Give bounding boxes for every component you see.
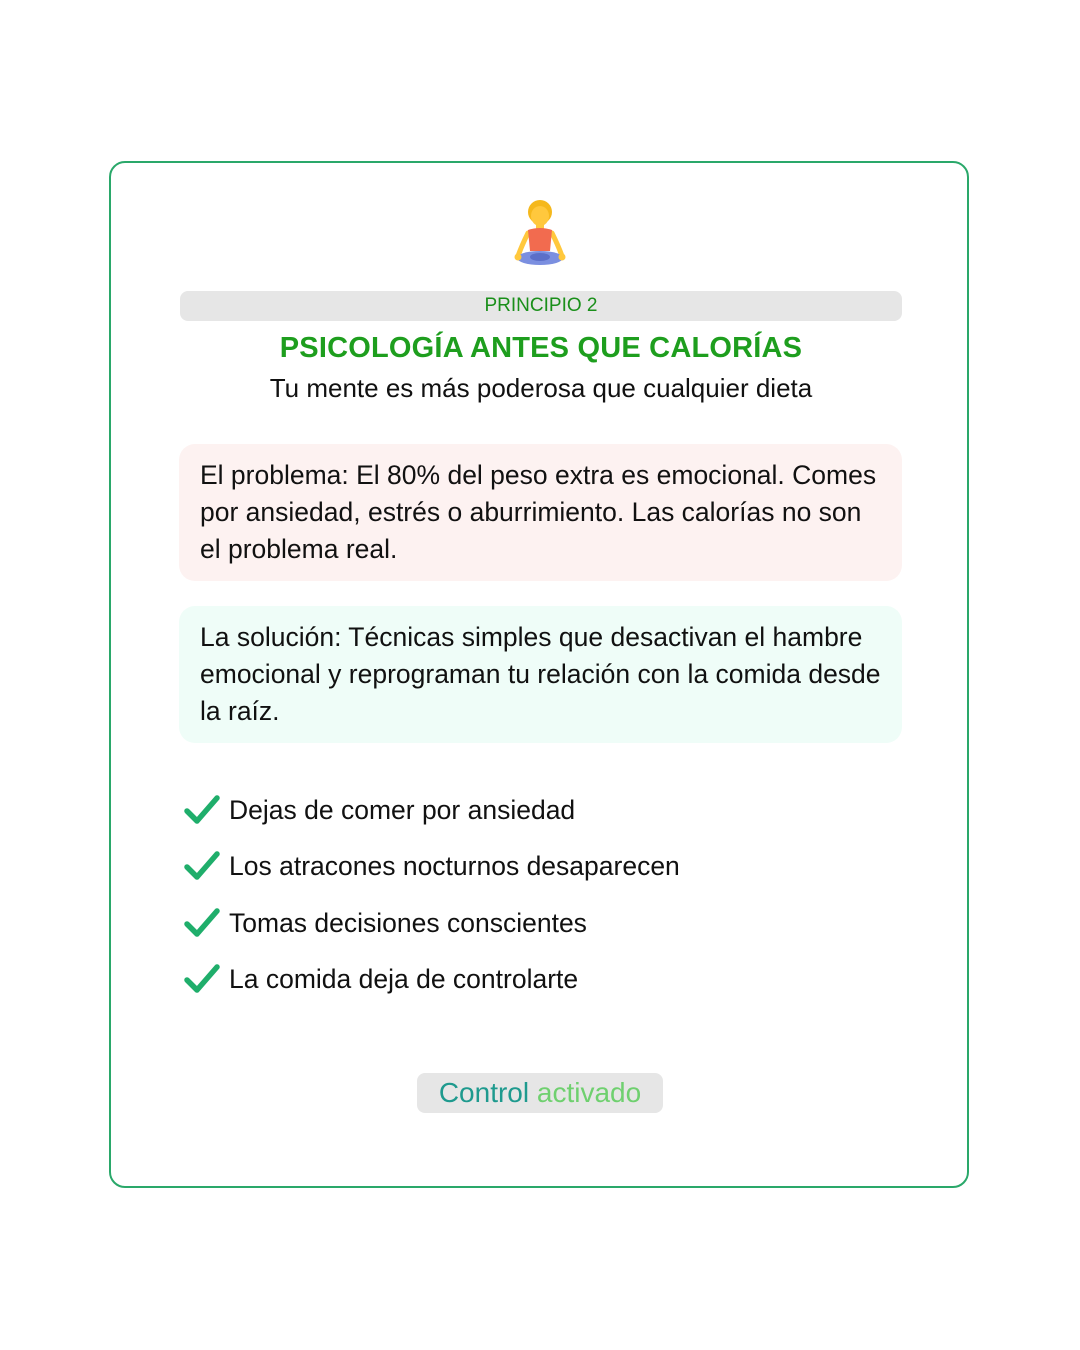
page-subtitle: Tu mente es más poderosa que cualquier dieta xyxy=(269,373,813,403)
problem-box xyxy=(179,444,902,581)
problem-text: El problema: El 80% del peso extra es emocional. Comes por ansiedad, estrés o aburrimiento. Las calorías no son el problema real. xyxy=(200,460,877,564)
principle-badge: PRINCIPIO 2 xyxy=(180,291,902,321)
benefit-text: Los atracones nocturnos desaparecen xyxy=(229,850,680,881)
status-word-activated: activado xyxy=(536,1077,642,1108)
list-item xyxy=(183,790,903,830)
benefit-text: Tomas decisiones conscientes xyxy=(229,907,587,938)
page-title: PSICOLOGÍA ANTES QUE CALORÍAS xyxy=(279,332,803,364)
check-icon xyxy=(183,905,221,941)
person-meditating-icon xyxy=(513,199,567,269)
list-item xyxy=(183,846,903,886)
list-item xyxy=(183,959,903,999)
benefit-text: La comida deja de controlarte xyxy=(229,963,579,994)
benefit-text: Dejas de comer por ansiedad xyxy=(229,794,576,825)
solution-text: La solución: Técnicas simples que desactivan el hambre emocional y reprograman tu relación con la comida desde la raíz. xyxy=(200,622,881,726)
check-icon xyxy=(183,848,221,884)
status-word-control: Control xyxy=(438,1077,530,1108)
check-icon xyxy=(183,792,221,828)
check-icon xyxy=(183,961,221,997)
solution-box xyxy=(179,606,902,743)
list-item xyxy=(183,903,903,943)
status-badge xyxy=(417,1073,663,1113)
